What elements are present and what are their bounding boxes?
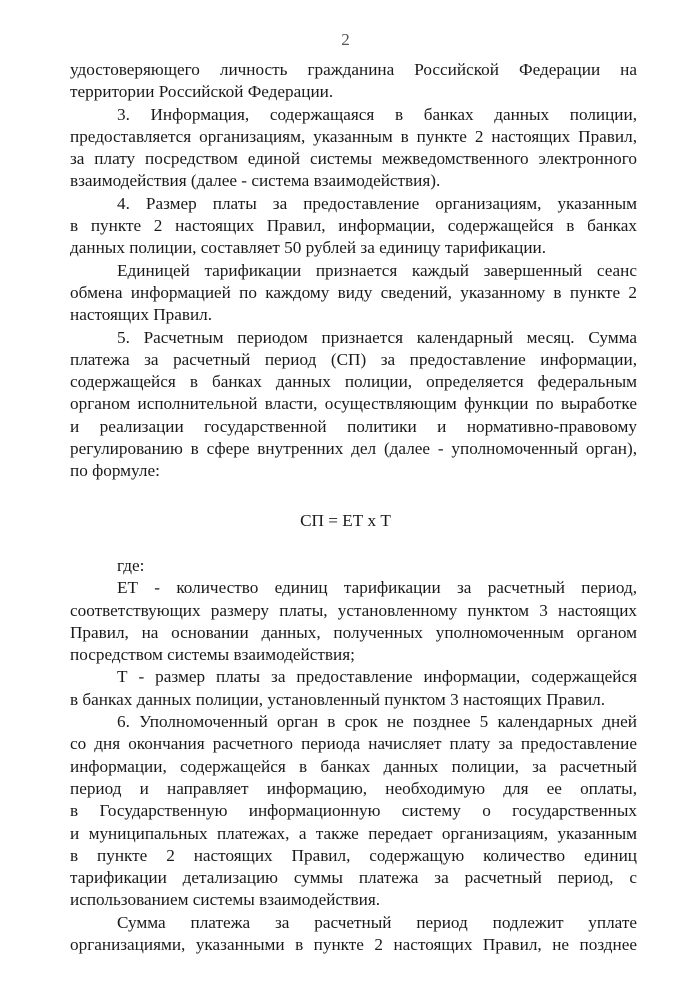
text-line: период и направляет информацию, необходимую для ее оплаты, (70, 778, 637, 798)
text-line: со дня окончания расчетного периода начисляет плату за предоставление (70, 734, 637, 754)
text-line: соответствующих размеру платы, установленному пунктом 3 настоящих (70, 600, 637, 620)
text-line: настоящих Правил. (70, 305, 213, 325)
text-line: удостоверяющего личность гражданина Российской Федерации на (70, 60, 637, 79)
text-line: территории Российской Федерации. (70, 82, 334, 102)
text-line: и реализации государственной политики и нормативно-правовому (70, 416, 637, 436)
text-line: информации, содержащейся в банках данных полиции, за расчетный (70, 756, 637, 776)
text-line: Единицей тарификации признается каждый завершенный сеанс (117, 260, 637, 280)
document-body-top (70, 59, 637, 483)
paragraph (70, 260, 637, 327)
paragraph (70, 666, 637, 711)
text-line: использованием системы взаимодействия. (70, 890, 381, 910)
text-line: 6. Уполномоченный орган в срок не позднее 5 календарных дней (117, 712, 637, 732)
paragraph (70, 59, 637, 104)
paragraph (70, 555, 637, 577)
text-line: регулированию в сфере внутренних дел (далее - уполномоченный орган), (70, 439, 637, 459)
text-line: предоставляется организациям, указанным в пункте 2 настоящих Правил, (70, 126, 637, 146)
text-line: обмена информацией по каждому виду сведений, указанному в пункте 2 (70, 282, 637, 302)
paragraph (70, 912, 637, 957)
document-body-bottom (70, 555, 637, 956)
paragraph (70, 711, 637, 912)
text-line: органом исполнительной власти, осуществляющим функции по выработке (70, 394, 637, 414)
page-number: 2 (341, 30, 350, 49)
text-line: посредством системы взаимодействия; (70, 645, 355, 665)
text-line: содержащейся в банках данных полиции, определяется федеральным (70, 372, 637, 392)
text-line: Правил, на основании данных, полученных уполномоченным органом (70, 622, 637, 642)
text-line: 5. Расчетным периодом признается календарный месяц. Сумма (117, 327, 637, 347)
text-line: 4. Размер платы за предоставление организациям, указанным (117, 193, 637, 213)
text-line: где: (117, 556, 145, 575)
text-line: организациями, указанными в пункте 2 настоящих Правил, не позднее (70, 935, 637, 955)
text-line: по формуле: (70, 461, 160, 481)
text-line: в пункте 2 настоящих Правил, информации, содержащейся в банках (70, 216, 637, 236)
text-line: за плату посредством единой системы межведомственного электронного (70, 149, 637, 169)
text-line: тарификации детализацию суммы платежа за расчетный период, с (70, 868, 637, 888)
text-line: данных полиции, составляет 50 рублей за единицу тарификации. (70, 238, 547, 258)
text-line: платежа за расчетный период (СП) за предоставление информации, (70, 349, 637, 369)
formula: СП = ЕТ х Т (300, 511, 391, 530)
text-line: в Государственную информационную систему о государственных (70, 801, 637, 821)
text-line: в пункте 2 настоящих Правил, содержащую количество единиц (70, 845, 637, 865)
paragraph (70, 577, 637, 666)
text-line: взаимодействия (далее - система взаимодействия). (70, 171, 441, 191)
text-line: ЕТ - количество единиц тарификации за расчетный период, (117, 578, 637, 598)
paragraph (70, 193, 637, 260)
paragraph (70, 327, 637, 483)
text-line: 3. Информация, содержащаяся в банках данных полиции, (117, 104, 637, 124)
paragraph (70, 104, 637, 193)
text-line: и муниципальных платежах, а также передает организациям, указанным (70, 823, 637, 843)
text-line: Т - размер платы за предоставление информации, содержащейся (117, 667, 637, 687)
text-line: в банках данных полиции, установленный пунктом 3 настоящих Правил. (70, 689, 606, 709)
text-line: Сумма платежа за расчетный период подлежит уплате (117, 912, 637, 932)
